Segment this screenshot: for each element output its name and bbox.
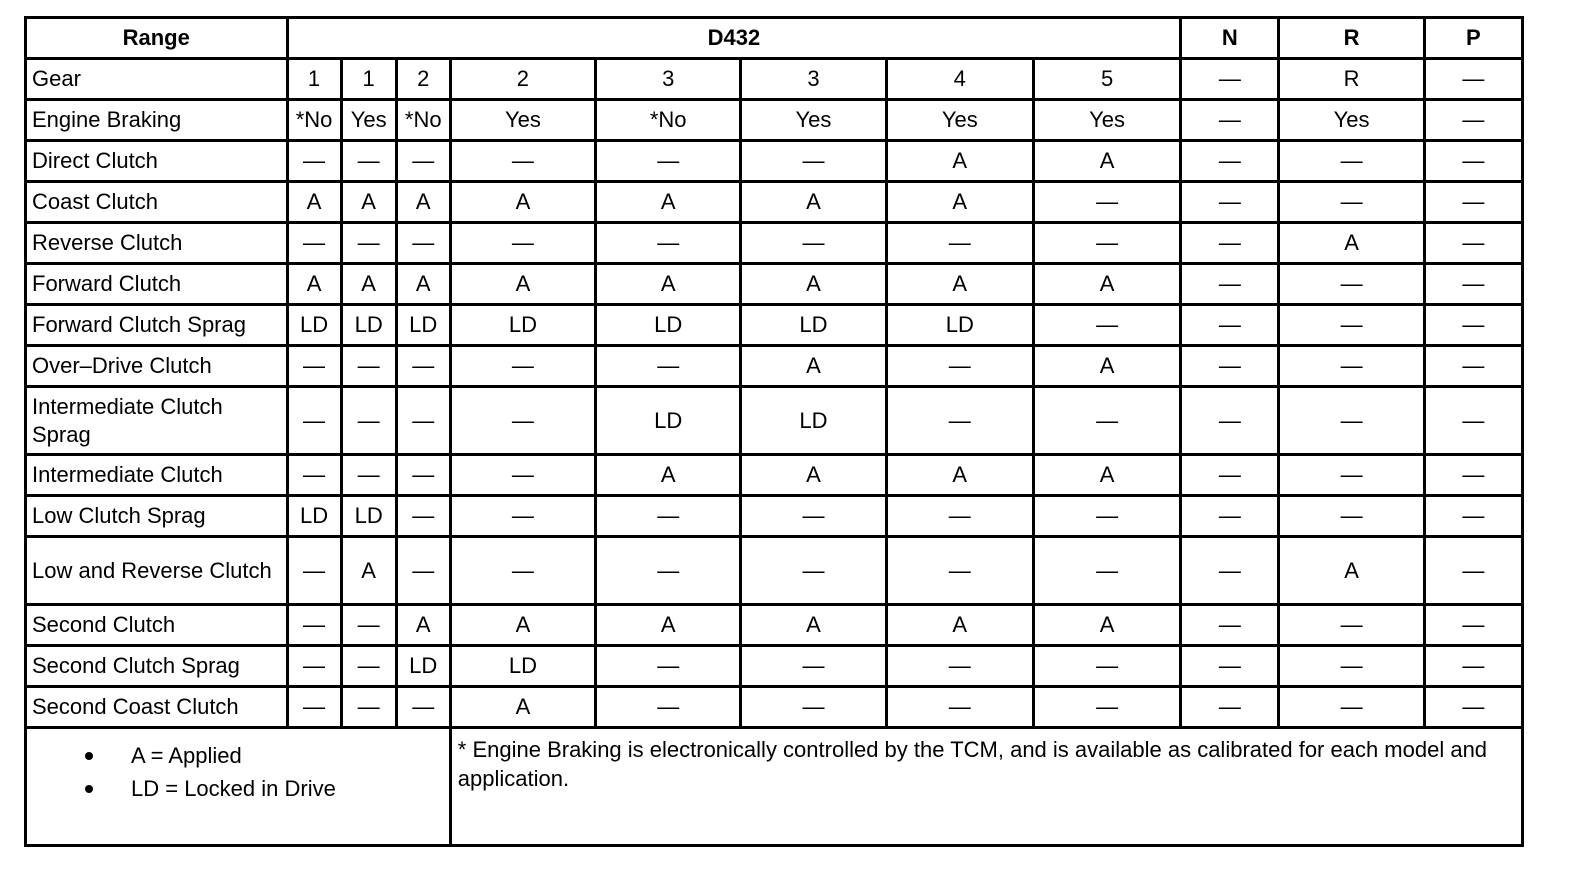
row-label: Gear xyxy=(26,59,288,100)
table-cell: — xyxy=(396,496,450,537)
table-row xyxy=(26,141,1523,182)
table-cell: A xyxy=(886,182,1033,223)
table-cell: — xyxy=(1181,387,1279,455)
table-cell: — xyxy=(450,223,595,264)
table-cell: — xyxy=(1181,264,1279,305)
table-cell: LD xyxy=(341,496,396,537)
table-cell: — xyxy=(1279,305,1424,346)
table-cell: A xyxy=(341,537,396,605)
table-cell: A xyxy=(396,182,450,223)
table-cell: — xyxy=(1424,264,1522,305)
table-cell: — xyxy=(1181,141,1279,182)
table-cell: LD xyxy=(741,305,886,346)
table-cell: — xyxy=(1424,605,1522,646)
table-cell: — xyxy=(1033,687,1180,728)
table-cell: — xyxy=(1181,687,1279,728)
legend xyxy=(26,728,451,846)
table-cell: — xyxy=(1033,387,1180,455)
table-cell: Yes xyxy=(1279,100,1424,141)
row-label: Forward Clutch Sprag xyxy=(26,305,288,346)
row-label: Reverse Clutch xyxy=(26,223,288,264)
table-cell: Yes xyxy=(886,100,1033,141)
table-cell: — xyxy=(1033,223,1180,264)
table-cell: — xyxy=(287,537,341,605)
header-row xyxy=(26,18,1523,59)
table-row xyxy=(26,687,1523,728)
table-cell: — xyxy=(396,687,450,728)
table-cell: LD xyxy=(287,496,341,537)
table-cell: — xyxy=(1424,305,1522,346)
table-row xyxy=(26,346,1523,387)
table-cell: LD xyxy=(886,305,1033,346)
table-cell: 1 xyxy=(341,59,396,100)
table-cell: — xyxy=(1181,305,1279,346)
table-cell: — xyxy=(1181,182,1279,223)
table-row xyxy=(26,646,1523,687)
table-cell: A xyxy=(886,264,1033,305)
table-cell: — xyxy=(341,387,396,455)
table-cell: — xyxy=(287,141,341,182)
table-cell: — xyxy=(287,455,341,496)
table-cell: — xyxy=(1033,305,1180,346)
table-cell: — xyxy=(287,687,341,728)
table-cell: — xyxy=(1424,223,1522,264)
table-cell: — xyxy=(596,687,741,728)
table-cell: LD xyxy=(450,646,595,687)
table-cell: — xyxy=(1279,182,1424,223)
table-cell: — xyxy=(1181,346,1279,387)
table-cell: A xyxy=(1279,223,1424,264)
table-cell: — xyxy=(886,387,1033,455)
table-cell: A xyxy=(741,346,886,387)
table-cell: *No xyxy=(287,100,341,141)
row-label: Intermediate Clutch xyxy=(26,455,288,496)
table-cell: A xyxy=(450,687,595,728)
table-cell: A xyxy=(396,264,450,305)
table-cell: 2 xyxy=(450,59,595,100)
table-cell: A xyxy=(341,264,396,305)
row-label: Coast Clutch xyxy=(26,182,288,223)
table-cell: — xyxy=(596,223,741,264)
table-cell: A xyxy=(287,182,341,223)
r-header: R xyxy=(1279,18,1424,59)
legend-list xyxy=(27,739,449,805)
table-row xyxy=(26,496,1523,537)
n-header: N xyxy=(1181,18,1279,59)
table-cell: — xyxy=(1181,605,1279,646)
table-cell: — xyxy=(341,141,396,182)
table-cell: — xyxy=(1279,687,1424,728)
table-cell: — xyxy=(596,141,741,182)
table-cell: — xyxy=(1033,182,1180,223)
range-header: Range xyxy=(26,18,288,59)
table-cell: — xyxy=(741,687,886,728)
table-cell: A xyxy=(450,264,595,305)
table-cell: — xyxy=(287,387,341,455)
d432-header: D432 xyxy=(287,18,1181,59)
row-label: Second Coast Clutch xyxy=(26,687,288,728)
table-cell: — xyxy=(287,346,341,387)
table-cell: — xyxy=(1181,646,1279,687)
table-cell: — xyxy=(287,646,341,687)
table-cell: LD xyxy=(287,305,341,346)
table-cell: — xyxy=(1181,59,1279,100)
table-cell: — xyxy=(1424,496,1522,537)
table-cell: LD xyxy=(596,305,741,346)
table-cell: — xyxy=(596,646,741,687)
table-cell: — xyxy=(1424,182,1522,223)
table-cell: — xyxy=(596,346,741,387)
table-cell: — xyxy=(341,223,396,264)
table-cell: A xyxy=(596,264,741,305)
table-cell: — xyxy=(450,346,595,387)
table-row xyxy=(26,223,1523,264)
table-cell: — xyxy=(596,496,741,537)
table-cell: A xyxy=(596,182,741,223)
table-cell: — xyxy=(886,687,1033,728)
table-cell: Yes xyxy=(341,100,396,141)
table-cell: 5 xyxy=(1033,59,1180,100)
table-cell: A xyxy=(396,605,450,646)
chart-body xyxy=(26,59,1523,728)
table-cell: LD xyxy=(341,305,396,346)
table-cell: — xyxy=(741,496,886,537)
table-cell: — xyxy=(450,537,595,605)
table-cell: — xyxy=(1279,141,1424,182)
table-cell: — xyxy=(396,455,450,496)
table-cell: — xyxy=(1279,455,1424,496)
row-label: Low and Reverse Clutch xyxy=(26,537,288,605)
table-cell: — xyxy=(1424,646,1522,687)
table-cell: — xyxy=(1424,687,1522,728)
table-cell: — xyxy=(741,223,886,264)
table-cell: R xyxy=(1279,59,1424,100)
table-cell: — xyxy=(341,346,396,387)
row-label: Second Clutch xyxy=(26,605,288,646)
table-cell: A xyxy=(341,182,396,223)
table-cell: — xyxy=(886,496,1033,537)
table-cell: — xyxy=(1279,646,1424,687)
table-cell: — xyxy=(1181,223,1279,264)
table-cell: A xyxy=(596,605,741,646)
legend-item-locked: LD = Locked in Drive xyxy=(131,772,449,805)
clutch-application-chart xyxy=(24,16,1524,847)
table-cell: A xyxy=(741,264,886,305)
p-header: P xyxy=(1424,18,1522,59)
table-cell: A xyxy=(886,141,1033,182)
table-cell: — xyxy=(1424,537,1522,605)
table-cell: — xyxy=(1181,455,1279,496)
table-cell: — xyxy=(341,455,396,496)
row-label: Intermediate Clutch Sprag xyxy=(26,387,288,455)
table-cell: — xyxy=(396,387,450,455)
table-cell: 1 xyxy=(287,59,341,100)
table-cell: — xyxy=(1033,496,1180,537)
table-row xyxy=(26,100,1523,141)
table-cell: — xyxy=(341,605,396,646)
table-cell: — xyxy=(741,141,886,182)
table-cell: — xyxy=(450,387,595,455)
table-cell: — xyxy=(886,537,1033,605)
table-cell: — xyxy=(1181,100,1279,141)
table-cell: — xyxy=(396,346,450,387)
row-label: Direct Clutch xyxy=(26,141,288,182)
table-row xyxy=(26,182,1523,223)
table-cell: — xyxy=(886,223,1033,264)
table-cell: A xyxy=(1033,605,1180,646)
row-label: Forward Clutch xyxy=(26,264,288,305)
table-row xyxy=(26,59,1523,100)
row-label: Over–Drive Clutch xyxy=(26,346,288,387)
table-cell: — xyxy=(1424,141,1522,182)
table-row xyxy=(26,537,1523,605)
table-cell: *No xyxy=(596,100,741,141)
footer-row xyxy=(26,728,1523,846)
table-cell: A xyxy=(287,264,341,305)
table-cell: — xyxy=(450,455,595,496)
table-cell: — xyxy=(886,346,1033,387)
table-cell: LD xyxy=(596,387,741,455)
table-cell: — xyxy=(450,141,595,182)
table-row xyxy=(26,605,1523,646)
table-cell: — xyxy=(1033,646,1180,687)
table-cell: — xyxy=(1424,346,1522,387)
table-cell: 2 xyxy=(396,59,450,100)
table-cell: — xyxy=(1424,387,1522,455)
table-cell: *No xyxy=(396,100,450,141)
legend-item-applied: A = Applied xyxy=(131,739,449,772)
table-cell: Yes xyxy=(1033,100,1180,141)
table-cell: Yes xyxy=(741,100,886,141)
table-cell: — xyxy=(287,605,341,646)
table-cell: A xyxy=(450,182,595,223)
table-cell: A xyxy=(1279,537,1424,605)
table-cell: A xyxy=(1033,264,1180,305)
table-cell: — xyxy=(450,496,595,537)
table-cell: A xyxy=(741,605,886,646)
table-cell: — xyxy=(741,646,886,687)
table-cell: A xyxy=(450,605,595,646)
table-cell: A xyxy=(741,455,886,496)
table-cell: — xyxy=(1279,264,1424,305)
table-cell: — xyxy=(1279,605,1424,646)
table-row xyxy=(26,455,1523,496)
table-cell: — xyxy=(1181,496,1279,537)
table-cell: — xyxy=(1279,387,1424,455)
row-label: Engine Braking xyxy=(26,100,288,141)
table-cell: — xyxy=(1424,59,1522,100)
table-cell: LD xyxy=(450,305,595,346)
table-cell: — xyxy=(287,223,341,264)
table-cell: A xyxy=(1033,455,1180,496)
table-cell: — xyxy=(596,537,741,605)
table-cell: LD xyxy=(396,305,450,346)
table-cell: 3 xyxy=(596,59,741,100)
table-cell: — xyxy=(396,141,450,182)
row-label: Second Clutch Sprag xyxy=(26,646,288,687)
table-cell: — xyxy=(1181,537,1279,605)
table-cell: — xyxy=(886,646,1033,687)
table-cell: A xyxy=(1033,346,1180,387)
table-cell: 4 xyxy=(886,59,1033,100)
table-cell: LD xyxy=(396,646,450,687)
table-row xyxy=(26,387,1523,455)
table-cell: — xyxy=(341,646,396,687)
table-cell: — xyxy=(1424,100,1522,141)
engine-braking-note: * Engine Braking is electronically controlled by the TCM, and is available as calibrated for each model and application. xyxy=(450,728,1522,846)
row-label: Low Clutch Sprag xyxy=(26,496,288,537)
table-cell: — xyxy=(1279,496,1424,537)
table-cell: — xyxy=(396,223,450,264)
table-cell: — xyxy=(1279,346,1424,387)
table-cell: A xyxy=(741,182,886,223)
table-cell: Yes xyxy=(450,100,595,141)
table-cell: A xyxy=(886,605,1033,646)
table-row xyxy=(26,305,1523,346)
table-cell: — xyxy=(341,687,396,728)
table-cell: A xyxy=(1033,141,1180,182)
table-cell: — xyxy=(396,537,450,605)
table-cell: — xyxy=(741,537,886,605)
table-cell: A xyxy=(596,455,741,496)
table-cell: — xyxy=(1033,537,1180,605)
table-cell: — xyxy=(1424,455,1522,496)
table-cell: A xyxy=(886,455,1033,496)
table-row xyxy=(26,264,1523,305)
table-cell: 3 xyxy=(741,59,886,100)
table-cell: LD xyxy=(741,387,886,455)
